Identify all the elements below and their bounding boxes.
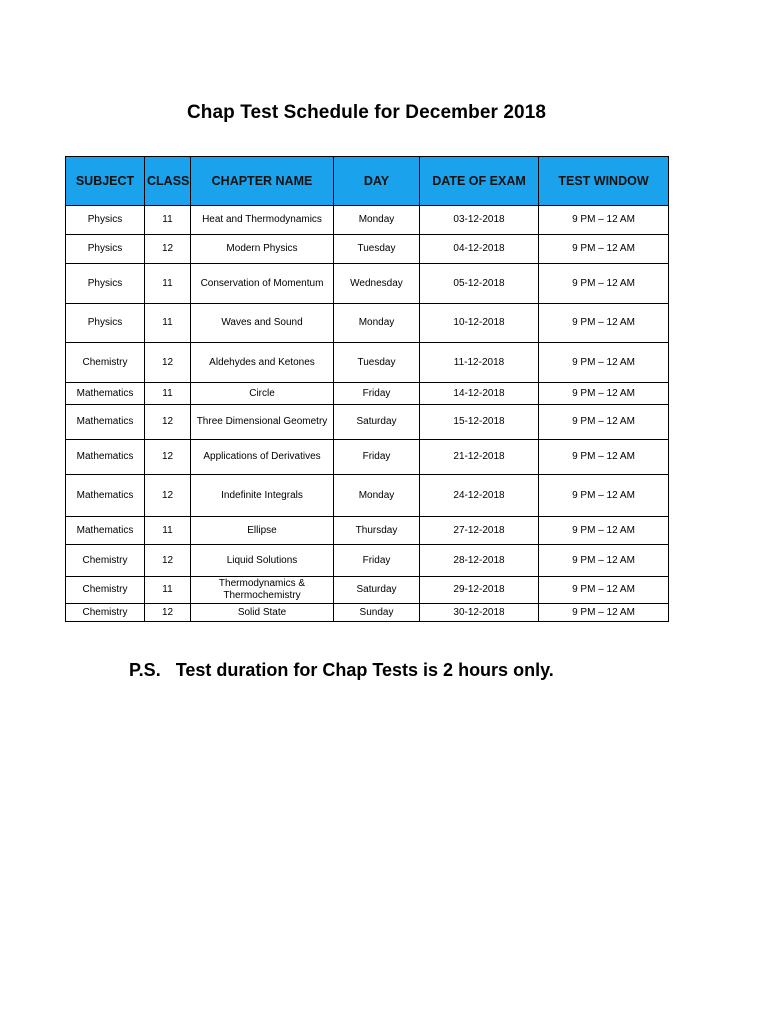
cell-class: 12 (145, 440, 191, 475)
cell-date: 05-12-2018 (420, 264, 539, 304)
cell-test-window: 9 PM – 12 AM (539, 264, 669, 304)
table-row (66, 235, 669, 264)
table-row (66, 206, 669, 235)
cell-day: Monday (334, 206, 420, 235)
cell-class: 12 (145, 475, 191, 517)
table-row (66, 475, 669, 517)
cell-chapter-name: Applications of Derivatives (191, 440, 334, 475)
header-day: DAY (334, 157, 420, 206)
cell-chapter-name: Circle (191, 383, 334, 405)
page-title: Chap Test Schedule for December 2018 (186, 102, 547, 123)
cell-test-window: 9 PM – 12 AM (539, 206, 669, 235)
cell-subject: Mathematics (66, 383, 145, 405)
cell-test-window: 9 PM – 12 AM (539, 604, 669, 622)
cell-class: 11 (145, 517, 191, 545)
cell-test-window: 9 PM – 12 AM (539, 235, 669, 264)
cell-date: 28-12-2018 (420, 545, 539, 577)
cell-class: 12 (145, 343, 191, 383)
cell-chapter-name: Ellipse (191, 517, 334, 545)
cell-day: Friday (334, 545, 420, 577)
cell-day: Thursday (334, 517, 420, 545)
cell-subject: Physics (66, 206, 145, 235)
table-row (66, 440, 669, 475)
cell-subject: Chemistry (66, 604, 145, 622)
header-class: CLASS (145, 157, 191, 206)
cell-chapter-name: Thermodynamics & Thermochemistry (191, 577, 334, 604)
cell-subject: Mathematics (66, 405, 145, 440)
cell-class: 12 (145, 405, 191, 440)
cell-date: 14-12-2018 (420, 383, 539, 405)
table-row (66, 264, 669, 304)
cell-chapter-name: Heat and Thermodynamics (191, 206, 334, 235)
header-date-of-exam: DATE OF EXAM (420, 157, 539, 206)
cell-subject: Physics (66, 264, 145, 304)
cell-chapter-name: Modern Physics (191, 235, 334, 264)
cell-chapter-name: Indefinite Integrals (191, 475, 334, 517)
cell-day: Sunday (334, 604, 420, 622)
cell-date: 04-12-2018 (420, 235, 539, 264)
cell-subject: Physics (66, 235, 145, 264)
cell-day: Monday (334, 304, 420, 343)
table-row (66, 383, 669, 405)
cell-test-window: 9 PM – 12 AM (539, 545, 669, 577)
cell-date: 11-12-2018 (420, 343, 539, 383)
cell-chapter-name: Waves and Sound (191, 304, 334, 343)
cell-day: Friday (334, 440, 420, 475)
cell-date: 21-12-2018 (420, 440, 539, 475)
cell-subject: Mathematics (66, 517, 145, 545)
cell-test-window: 9 PM – 12 AM (539, 304, 669, 343)
cell-day: Monday (334, 475, 420, 517)
cell-date: 30-12-2018 (420, 604, 539, 622)
cell-subject: Chemistry (66, 577, 145, 604)
table-row (66, 577, 669, 604)
cell-chapter-name: Three Dimensional Geometry (191, 405, 334, 440)
table-row (66, 405, 669, 440)
cell-chapter-name: Solid State (191, 604, 334, 622)
cell-class: 11 (145, 304, 191, 343)
cell-test-window: 9 PM – 12 AM (539, 405, 669, 440)
table-header-row (66, 157, 669, 206)
cell-day: Tuesday (334, 235, 420, 264)
cell-class: 11 (145, 264, 191, 304)
cell-subject: Mathematics (66, 440, 145, 475)
cell-date: 03-12-2018 (420, 206, 539, 235)
table-row (66, 517, 669, 545)
cell-subject: Mathematics (66, 475, 145, 517)
cell-class: 11 (145, 577, 191, 604)
cell-day: Saturday (334, 405, 420, 440)
cell-test-window: 9 PM – 12 AM (539, 577, 669, 604)
table-row (66, 604, 669, 622)
cell-date: 27-12-2018 (420, 517, 539, 545)
table-row (66, 304, 669, 343)
cell-test-window: 9 PM – 12 AM (539, 517, 669, 545)
cell-test-window: 9 PM – 12 AM (539, 440, 669, 475)
duration-note: P.S. Test duration for Chap Tests is 2 hours only. (129, 660, 554, 680)
cell-day: Saturday (334, 577, 420, 604)
cell-test-window: 9 PM – 12 AM (539, 475, 669, 517)
cell-day: Wednesday (334, 264, 420, 304)
header-subject: SUBJECT (66, 157, 145, 206)
cell-test-window: 9 PM – 12 AM (539, 343, 669, 383)
cell-class: 11 (145, 206, 191, 235)
cell-subject: Chemistry (66, 343, 145, 383)
cell-date: 29-12-2018 (420, 577, 539, 604)
cell-chapter-name: Liquid Solutions (191, 545, 334, 577)
cell-subject: Chemistry (66, 545, 145, 577)
cell-class: 11 (145, 383, 191, 405)
cell-date: 15-12-2018 (420, 405, 539, 440)
cell-chapter-name: Aldehydes and Ketones (191, 343, 334, 383)
cell-day: Tuesday (334, 343, 420, 383)
cell-test-window: 9 PM – 12 AM (539, 383, 669, 405)
cell-class: 12 (145, 545, 191, 577)
cell-class: 12 (145, 604, 191, 622)
cell-date: 10-12-2018 (420, 304, 539, 343)
header-test-window: TEST WINDOW (539, 157, 669, 206)
schedule-table (65, 156, 669, 622)
cell-chapter-name: Conservation of Momentum (191, 264, 334, 304)
table-row (66, 343, 669, 383)
cell-date: 24-12-2018 (420, 475, 539, 517)
cell-class: 12 (145, 235, 191, 264)
header-chapter-name: CHAPTER NAME (191, 157, 334, 206)
table-row (66, 545, 669, 577)
cell-day: Friday (334, 383, 420, 405)
cell-subject: Physics (66, 304, 145, 343)
